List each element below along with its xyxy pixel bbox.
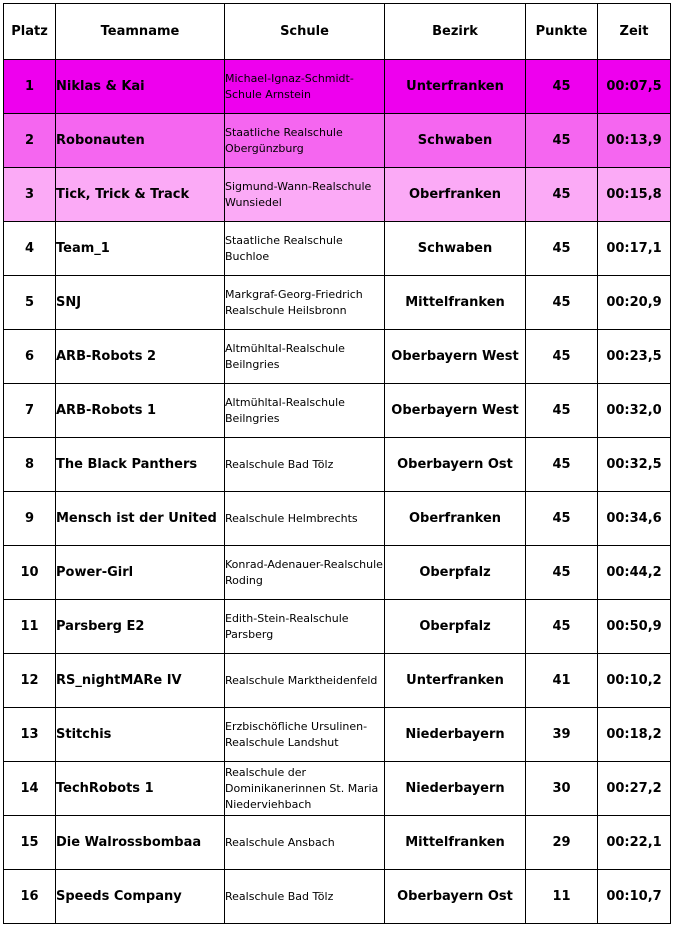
header-platz: Platz [4,4,56,60]
cell-schule: Sigmund-Wann-Realschule Wunsiedel [225,168,385,222]
cell-platz: 8 [4,438,56,492]
cell-zeit: 00:07,5 [598,60,671,114]
cell-platz: 4 [4,222,56,276]
cell-schule: Realschule Ansbach [225,816,385,870]
cell-bezirk: Unterfranken [385,654,526,708]
cell-punkte: 29 [526,816,598,870]
cell-bezirk: Schwaben [385,114,526,168]
cell-schule: Edith-Stein-Realschule Parsberg [225,600,385,654]
cell-schule: Altmühltal-Realschule Beilngries [225,384,385,438]
cell-punkte: 45 [526,60,598,114]
cell-zeit: 00:32,5 [598,438,671,492]
cell-schule: Realschule Bad Tölz [225,870,385,924]
cell-schule: Staatliche Realschule Obergünzburg [225,114,385,168]
cell-platz: 15 [4,816,56,870]
cell-schule: Realschule der Dominikanerinnen St. Maria Niederviehbach [225,762,385,816]
cell-zeit: 00:34,6 [598,492,671,546]
cell-teamname: Robonauten [56,114,225,168]
table-body [4,60,671,924]
cell-zeit: 00:18,2 [598,708,671,762]
header-row [4,4,671,60]
table-row [4,708,671,762]
table-row [4,438,671,492]
table-row [4,870,671,924]
header-zeit: Zeit [598,4,671,60]
cell-punkte: 45 [526,546,598,600]
cell-platz: 11 [4,600,56,654]
header-teamname: Teamname [56,4,225,60]
table-row [4,600,671,654]
cell-platz: 1 [4,60,56,114]
cell-punkte: 45 [526,168,598,222]
table-row [4,114,671,168]
cell-bezirk: Niederbayern [385,708,526,762]
cell-zeit: 00:50,9 [598,600,671,654]
table-row [4,276,671,330]
cell-punkte: 45 [526,222,598,276]
cell-schule: Markgraf-Georg-Friedrich Realschule Heilsbronn [225,276,385,330]
table-row [4,384,671,438]
cell-punkte: 45 [526,600,598,654]
cell-zeit: 00:32,0 [598,384,671,438]
table-row [4,222,671,276]
table-row [4,168,671,222]
cell-zeit: 00:23,5 [598,330,671,384]
cell-teamname: ARB-Robots 1 [56,384,225,438]
cell-punkte: 45 [526,330,598,384]
cell-teamname: TechRobots 1 [56,762,225,816]
cell-platz: 3 [4,168,56,222]
cell-schule: Altmühltal-Realschule Beilngries [225,330,385,384]
cell-bezirk: Oberfranken [385,168,526,222]
cell-teamname: RS_nightMARe IV [56,654,225,708]
cell-punkte: 11 [526,870,598,924]
cell-punkte: 30 [526,762,598,816]
cell-bezirk: Oberfranken [385,492,526,546]
cell-bezirk: Schwaben [385,222,526,276]
cell-teamname: Speeds Company [56,870,225,924]
results-table [3,3,671,924]
cell-platz: 13 [4,708,56,762]
cell-punkte: 39 [526,708,598,762]
cell-teamname: ARB-Robots 2 [56,330,225,384]
cell-schule: Michael-Ignaz-Schmidt-Schule Arnstein [225,60,385,114]
cell-bezirk: Unterfranken [385,60,526,114]
cell-schule: Realschule Bad Tölz [225,438,385,492]
cell-bezirk: Oberbayern West [385,384,526,438]
cell-teamname: Niklas & Kai [56,60,225,114]
cell-platz: 14 [4,762,56,816]
cell-zeit: 00:13,9 [598,114,671,168]
cell-punkte: 45 [526,438,598,492]
cell-zeit: 00:17,1 [598,222,671,276]
cell-platz: 9 [4,492,56,546]
cell-teamname: Parsberg E2 [56,600,225,654]
cell-zeit: 00:44,2 [598,546,671,600]
header-punkte: Punkte [526,4,598,60]
header-bezirk: Bezirk [385,4,526,60]
cell-teamname: Tick, Trick & Track [56,168,225,222]
cell-punkte: 41 [526,654,598,708]
cell-schule: Realschule Marktheidenfeld [225,654,385,708]
cell-bezirk: Oberbayern Ost [385,438,526,492]
table-row [4,330,671,384]
cell-bezirk: Mittelfranken [385,276,526,330]
cell-schule: Realschule Helmbrechts [225,492,385,546]
cell-zeit: 00:22,1 [598,816,671,870]
cell-platz: 7 [4,384,56,438]
cell-teamname: SNJ [56,276,225,330]
table-row [4,762,671,816]
cell-platz: 2 [4,114,56,168]
cell-platz: 5 [4,276,56,330]
cell-bezirk: Oberbayern Ost [385,870,526,924]
cell-schule: Staatliche Realschule Buchloe [225,222,385,276]
cell-teamname: Die Walrossbombaa [56,816,225,870]
cell-teamname: Stitchis [56,708,225,762]
cell-teamname: The Black Panthers [56,438,225,492]
header-schule: Schule [225,4,385,60]
cell-punkte: 45 [526,384,598,438]
cell-platz: 10 [4,546,56,600]
cell-zeit: 00:10,2 [598,654,671,708]
cell-teamname: Power-Girl [56,546,225,600]
cell-schule: Konrad-Adenauer-Realschule Roding [225,546,385,600]
cell-zeit: 00:20,9 [598,276,671,330]
table-row [4,654,671,708]
cell-zeit: 00:15,8 [598,168,671,222]
cell-platz: 16 [4,870,56,924]
cell-bezirk: Niederbayern [385,762,526,816]
cell-punkte: 45 [526,492,598,546]
cell-zeit: 00:27,2 [598,762,671,816]
table-row [4,492,671,546]
cell-platz: 6 [4,330,56,384]
cell-bezirk: Mittelfranken [385,816,526,870]
cell-bezirk: Oberpfalz [385,600,526,654]
cell-platz: 12 [4,654,56,708]
cell-schule: Erzbischöfliche Ursulinen-Realschule Landshut [225,708,385,762]
cell-bezirk: Oberpfalz [385,546,526,600]
cell-teamname: Team_1 [56,222,225,276]
cell-punkte: 45 [526,276,598,330]
table-row [4,816,671,870]
cell-teamname: Mensch ist der United [56,492,225,546]
table-row [4,60,671,114]
cell-zeit: 00:10,7 [598,870,671,924]
cell-punkte: 45 [526,114,598,168]
cell-bezirk: Oberbayern West [385,330,526,384]
table-row [4,546,671,600]
